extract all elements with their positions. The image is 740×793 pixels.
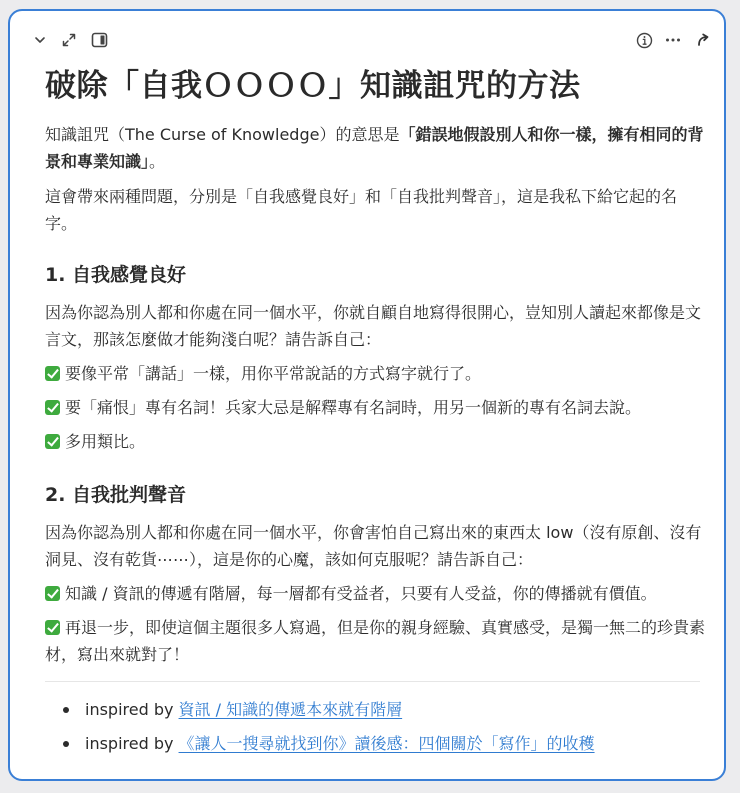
check-item-text: 要像平常「講話」一樣，用你平常說話的方式寫字就行了。 <box>65 364 482 383</box>
check-item-text: 知識 / 資訊的傳遞有階層，每一層都有受益者，只要有人受益，你的傳播就有價值。 <box>65 584 657 603</box>
check-item <box>45 360 705 387</box>
reference-item <box>45 730 705 757</box>
check-item-text: 多用類比。 <box>65 432 146 451</box>
check-mark-icon <box>45 434 60 449</box>
info-icon <box>636 32 653 49</box>
reference-prefix: inspired by <box>85 734 179 753</box>
check-item-text: 再退一步，即使這個主題很多人寫過，但是你的親身經驗、真實感受，是獨一無二的珍貴素材，寫出來就對了！ <box>45 618 706 664</box>
section-2-paragraph: 因為你認為別人都和你處在同一個水平，你會害怕自己寫出來的東西太 low（沒有原創、沒有洞見、沒有乾貨⋯⋯），這是你的心魔，該如何克服呢？請告訴自己： <box>45 523 702 569</box>
bullet-icon <box>63 741 69 747</box>
intro-bold-text: 「錯誤地假設別人和你一樣，擁有相同的背景和專業知識」 <box>45 125 704 171</box>
reference-item <box>45 696 705 723</box>
check-item <box>45 428 705 455</box>
reference-link[interactable]: 資訊 / 知識的傳遞本來就有階層 <box>178 700 403 719</box>
collapse-button[interactable] <box>29 29 51 51</box>
expand-icon <box>61 32 77 48</box>
sidebar-toggle-icon <box>91 32 108 48</box>
note-content <box>45 63 705 764</box>
sidebar-toggle-button[interactable] <box>88 29 110 51</box>
section-heading-1: 1. 自我感覺良好 <box>45 264 187 286</box>
section-1-paragraph: 因為你認為別人都和你處在同一個水平，你就自顧自地寫得很開心，豈知別人讀起來都像是文言文，那該怎麼做才能夠淺白呢？請告訴自己： <box>45 303 702 349</box>
more-options-button[interactable] <box>662 29 684 51</box>
reference-link[interactable]: 《讓人一搜尋就找到你》讀後感：四個關於「寫作」的收穫 <box>178 734 595 753</box>
page-title: 破除「自我ＯＯＯＯ」知識詛咒的方法 <box>45 68 581 104</box>
intro-suffix: 。 <box>149 152 166 171</box>
check-item <box>45 580 705 607</box>
chevron-down-icon <box>33 33 47 47</box>
note-window <box>8 9 726 781</box>
reference-prefix: inspired by <box>85 700 179 719</box>
check-mark-icon <box>45 620 60 635</box>
open-button[interactable] <box>692 29 714 51</box>
intro-text: 知識詛咒（The Curse of Knowledge）的意思是 <box>45 125 400 144</box>
toolbar <box>10 11 724 71</box>
more-icon <box>665 37 681 43</box>
references-list <box>45 696 705 757</box>
open-external-icon <box>696 33 710 47</box>
info-button[interactable] <box>633 29 655 51</box>
check-item-text: 要「痛恨」專有名詞！兵家大忌是解釋專有名詞時，用另一個新的專有名詞去說。 <box>65 398 642 417</box>
check-mark-icon <box>45 400 60 415</box>
bullet-icon <box>63 707 69 713</box>
check-item <box>45 394 705 421</box>
check-mark-icon <box>45 366 60 381</box>
section-heading-2: 2. 自我批判聲音 <box>45 484 187 506</box>
problems-paragraph: 這會帶來兩種問題，分別是「自我感覺良好」和「自我批判聲音」，這是我私下給它起的名字。 <box>45 187 678 233</box>
intro-paragraph <box>45 121 705 175</box>
divider <box>45 681 700 682</box>
check-item <box>45 614 705 668</box>
check-mark-icon <box>45 586 60 601</box>
expand-button[interactable] <box>58 29 80 51</box>
